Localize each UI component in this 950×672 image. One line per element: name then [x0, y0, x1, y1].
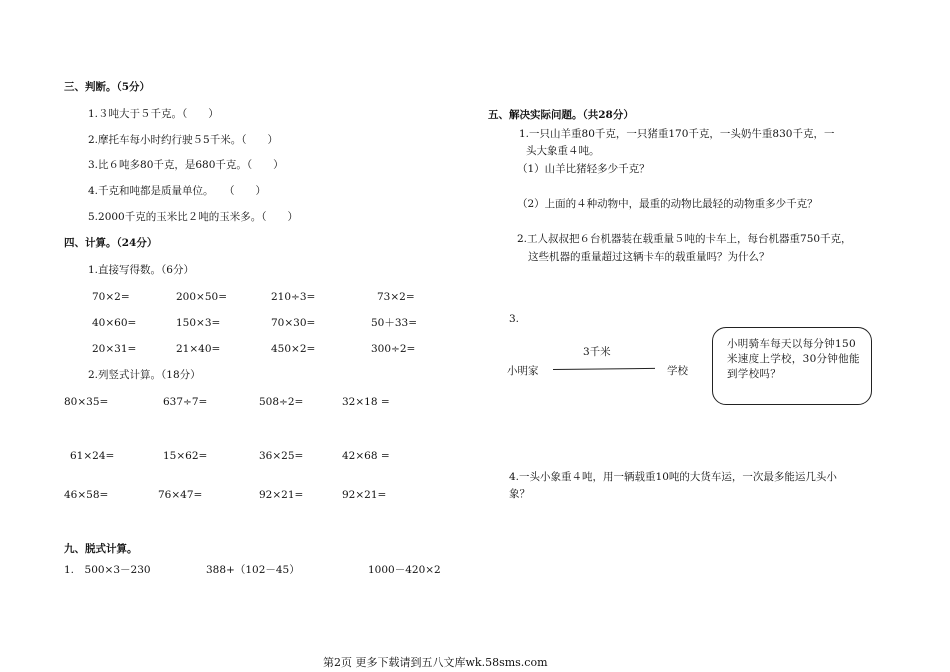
q1-part-b: （2）上面的４种动物中，最重的动物比最轻的动物重多少千克？: [517, 198, 818, 210]
oral-calc-subtitle: 1.直接写得数。（6分）: [88, 264, 194, 276]
vertical-problem: 15×62=: [163, 450, 208, 462]
section-4-title: 四、计算。（24分）: [64, 237, 158, 249]
q1-part-a: （1）山羊比猪轻多少千克？: [517, 163, 650, 175]
speech-bubble: 小明骑车每天以每分钟150米速度上学校，30分钟他能到学校吗？: [712, 327, 872, 405]
oral-problem: 40×60=: [92, 317, 137, 329]
section-9-title: 九、脱式计算。: [64, 543, 138, 555]
judge-item-3: 3.比６吨多80千克，是680千克。（ ）: [88, 159, 284, 171]
home-label: 小明家: [507, 365, 539, 377]
judge-item-2: 2.摩托车每小时约行驶５5千米。（ ）: [88, 134, 278, 146]
q3-number: 3.: [509, 313, 520, 325]
school-label: 学校: [667, 365, 688, 377]
distance-label: 3千米: [583, 346, 611, 358]
vertical-problem: 42×68 =: [342, 450, 390, 462]
q1-text: 1.一只山羊重80千克，一只猪重170千克，一头奶牛重830千克，一: [519, 128, 835, 140]
oral-problem: 50＋33=: [371, 317, 418, 329]
vertical-problem: 80×35=: [64, 396, 109, 408]
q4-text-cont: 象？: [509, 488, 530, 500]
q2-text-cont: 这些机器的重量超过这辆卡车的载重量吗？为什么？: [528, 251, 770, 263]
q1-text-cont: 头大象重４吨。: [526, 145, 600, 157]
step-calc-problem: 1000－420×2: [368, 564, 441, 576]
vertical-problem: 92×21=: [259, 489, 304, 501]
vertical-problem: 61×24=: [70, 450, 115, 462]
step-calc-problem: 1. 500×3－230: [64, 564, 151, 576]
oral-problem: 210÷3=: [271, 291, 316, 303]
vertical-problem: 36×25=: [259, 450, 304, 462]
q2-text: 2.工人叔叔把６台机器装在载重量５吨的卡车上，每台机器重750千克，: [517, 233, 852, 245]
page-footer: 第2页 更多下载请到五八文库wk.58sms.com: [323, 656, 548, 669]
vertical-problem: 46×58=: [64, 489, 109, 501]
vertical-problem: 637÷7=: [163, 396, 208, 408]
q4-text: 4.一头小象重４吨，用一辆载重10吨的大货车运，一次最多能运几头小: [509, 471, 837, 483]
oral-problem: 300÷2=: [371, 343, 416, 355]
oral-problem: 21×40=: [176, 343, 221, 355]
vertical-problem: 508÷2=: [259, 396, 304, 408]
oral-problem: 20×31=: [92, 343, 137, 355]
vertical-problem: 32×18 =: [342, 396, 390, 408]
oral-problem: 450×2=: [271, 343, 316, 355]
judge-item-4: 4.千克和吨都是质量单位。 （ ）: [88, 185, 267, 197]
oral-problem: 70×2=: [92, 291, 130, 303]
judge-item-1: 1.３吨大于５千克。（ ）: [88, 108, 219, 120]
oral-problem: 200×50=: [176, 291, 227, 303]
section-3-title: 三、判断。（5分）: [64, 81, 151, 93]
section-5-title: 五、解决实际问题。（共28分）: [488, 109, 634, 121]
vertical-problem: 92×21=: [342, 489, 387, 501]
oral-problem: 73×2=: [377, 291, 415, 303]
vertical-problem: 76×47=: [158, 489, 203, 501]
oral-problem: 150×3=: [176, 317, 221, 329]
judge-item-5: 5.2000千克的玉米比２吨的玉米多。（ ）: [88, 211, 298, 223]
road-line: [553, 368, 655, 370]
vertical-calc-subtitle: 2.列竖式计算。（18分）: [88, 369, 201, 381]
step-calc-problem: 388+（102－45）: [206, 564, 300, 576]
oral-problem: 70×30=: [271, 317, 316, 329]
